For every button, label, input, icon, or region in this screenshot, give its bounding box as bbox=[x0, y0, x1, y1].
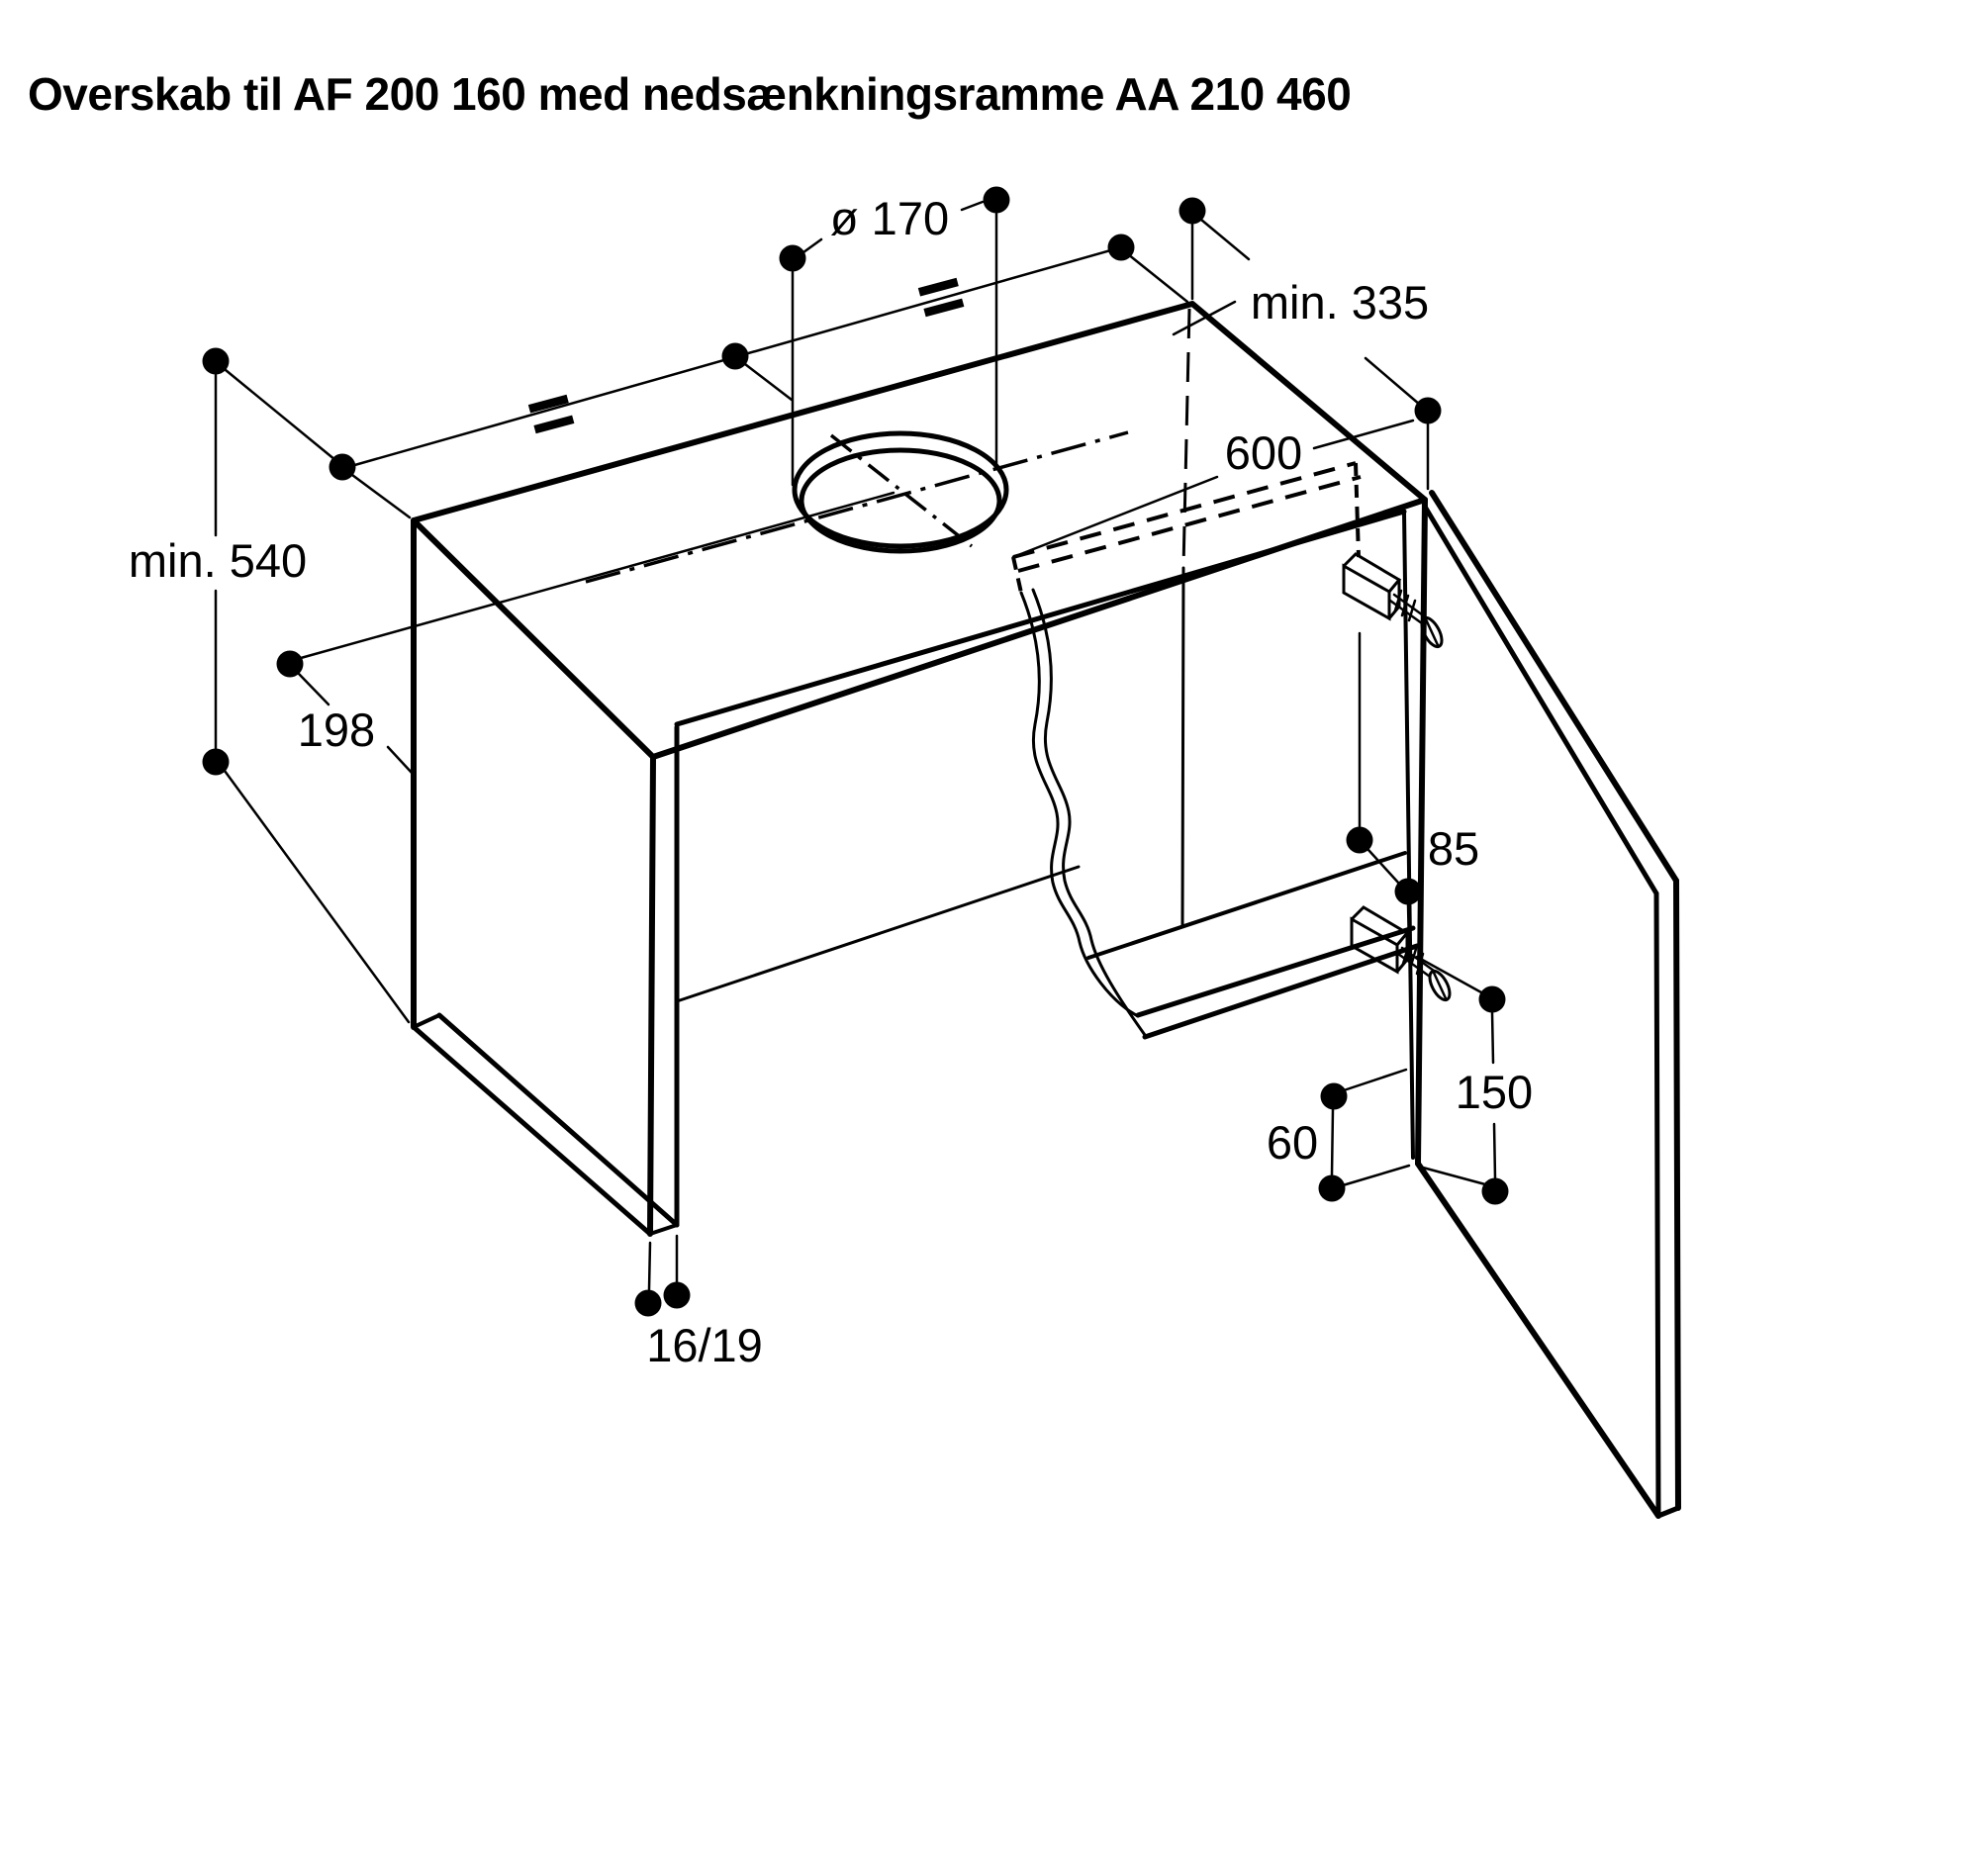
cabinet-left-front-outer bbox=[650, 757, 653, 1234]
lower-fixing-bracket bbox=[1352, 907, 1454, 1003]
dim-point bbox=[1415, 398, 1442, 424]
cabinet-left-foot-cap bbox=[650, 1225, 677, 1234]
label-min-height: min. 540 bbox=[128, 534, 308, 587]
upper-bracket-front bbox=[1344, 566, 1389, 618]
centering-leader-left bbox=[352, 475, 410, 517]
dimension-min-depth bbox=[1174, 198, 1442, 490]
interior-rear-corner-edge bbox=[1182, 568, 1183, 927]
dimension-hole-offset bbox=[277, 493, 895, 774]
cabinet-left-bottom-inner bbox=[439, 1015, 677, 1225]
door-panel bbox=[1418, 493, 1678, 1516]
door-free-outer-edge bbox=[1676, 881, 1678, 1508]
bottom-fixing-leader-top bbox=[1344, 1070, 1406, 1090]
label-fixing-spacing: 150 bbox=[1455, 1066, 1534, 1118]
dim-point bbox=[780, 245, 806, 272]
hole-offset-leader-b bbox=[388, 747, 413, 774]
shelf-top-front-edge bbox=[1138, 928, 1413, 1015]
label-min-depth: min. 335 bbox=[1250, 276, 1430, 328]
dim-point bbox=[1482, 1178, 1509, 1205]
dimension-panel-thickness bbox=[635, 1236, 763, 1371]
centering-leader-mid bbox=[745, 364, 792, 400]
panel-thickness-ext bbox=[649, 1236, 677, 1289]
hole-offset-leader-a bbox=[299, 674, 329, 704]
centering-dimension bbox=[330, 234, 1188, 518]
equal-mark-right: = bbox=[906, 247, 975, 345]
dim-point bbox=[1321, 1083, 1348, 1110]
min-height-leader-top bbox=[226, 370, 335, 460]
hole-offset-line bbox=[301, 493, 894, 658]
dim-point bbox=[330, 454, 356, 481]
page-title: Overskab til AF 200 160 med nedsænkningsramme AA 210 460 bbox=[28, 68, 1352, 120]
dim-point bbox=[1479, 986, 1506, 1013]
dimension-side-fixing bbox=[1347, 633, 1480, 948]
vent-hole bbox=[586, 432, 1128, 582]
upper-bracket-top bbox=[1344, 554, 1399, 592]
dim-point bbox=[635, 1290, 662, 1317]
dim-point bbox=[664, 1282, 691, 1309]
dim-point bbox=[1319, 1175, 1346, 1202]
label-side-fixing: 85 bbox=[1427, 822, 1480, 875]
recess-frame-bottom-line bbox=[1018, 477, 1361, 571]
label-bottom-fixing: 60 bbox=[1266, 1116, 1319, 1169]
label-panel-thickness: 16/19 bbox=[646, 1319, 763, 1371]
cabinet-left-bottom-outer bbox=[414, 1027, 650, 1234]
label-hole-diameter: ø 170 bbox=[829, 192, 950, 244]
recess-frame-left-end bbox=[1013, 557, 1021, 593]
door-bottom-edge bbox=[1418, 1164, 1658, 1516]
interior-rear-corner-hidden bbox=[1183, 309, 1189, 568]
equal-mark-left: = bbox=[517, 364, 585, 462]
dim-point bbox=[722, 343, 749, 370]
dimension-min-height bbox=[129, 348, 409, 1023]
break-line-left bbox=[1021, 593, 1138, 1016]
centering-leader-right bbox=[1128, 254, 1187, 302]
bottom-fixing-line bbox=[1332, 1109, 1333, 1175]
label-hole-offset: 198 bbox=[297, 704, 376, 756]
min-height-leader-bottom bbox=[225, 771, 409, 1022]
shelf-top-rear-edge bbox=[1088, 853, 1405, 958]
front-panel-break-line bbox=[1021, 590, 1145, 1035]
dim-point bbox=[984, 187, 1010, 214]
vent-hole-inner-rim bbox=[801, 450, 999, 551]
hole-dim-leader-left bbox=[803, 239, 821, 252]
hole-dim-leader-right bbox=[962, 202, 983, 210]
bottom-fixing-leader-bottom bbox=[1343, 1166, 1409, 1185]
dimension-bottom-fixing bbox=[1267, 1070, 1409, 1202]
cabinet-left-bottom-cap bbox=[414, 1015, 439, 1027]
cabinet-top-face bbox=[414, 304, 1425, 757]
cabinet-right-front-outer bbox=[1418, 500, 1425, 1164]
side-fixing-tail bbox=[1408, 904, 1409, 948]
door-bottom-cap bbox=[1658, 1508, 1678, 1516]
label-frame-width: 600 bbox=[1224, 426, 1303, 479]
dimension-fixing-spacing bbox=[1417, 957, 1533, 1205]
interior-left-bottom-edge bbox=[677, 867, 1079, 1001]
door-free-inner-edge bbox=[1656, 893, 1658, 1516]
